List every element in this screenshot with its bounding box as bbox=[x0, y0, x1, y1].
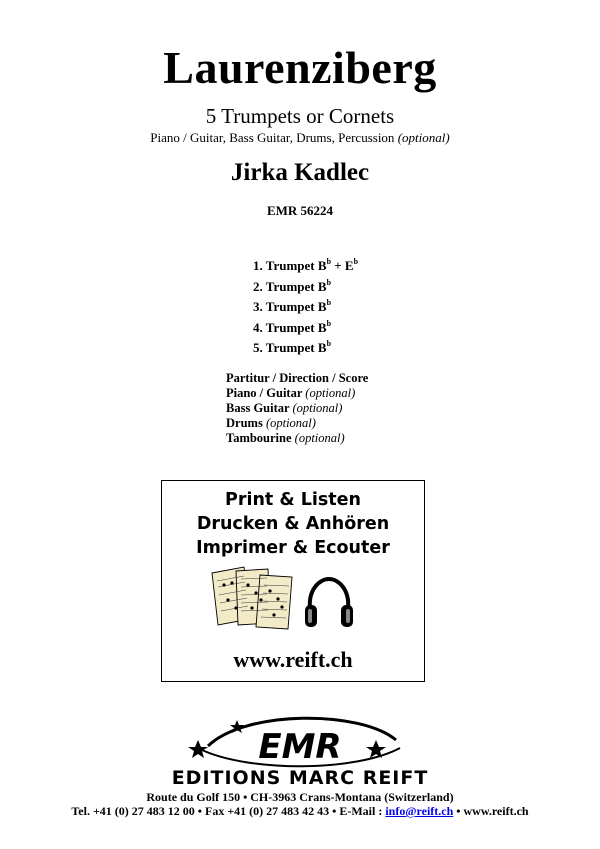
part-item: 4. Trumpet $B^b$ bbox=[253, 318, 332, 335]
svg-text:EDITIONS MARC REIFT: EDITIONS MARC REIFT bbox=[171, 767, 429, 789]
extra-item: Partitur / Direction / Score bbox=[226, 371, 369, 385]
part-item: 2. Trumpet $B^b$ bbox=[253, 277, 332, 294]
score-title: Laurenziberg bbox=[163, 42, 437, 93]
emr-logo bbox=[150, 714, 450, 789]
part-item: 1. Trumpet $B^b + E^b$ bbox=[253, 257, 359, 273]
part-item: 3. Trumpet $B^b$ bbox=[253, 298, 332, 314]
extra-item: Piano / Guitar (optional) bbox=[226, 386, 356, 400]
publisher-address: Route du Golf 150 • CH-3963 Crans-Montana (Switzerland) bbox=[146, 790, 454, 804]
instrumentation: Piano / Guitar, Bass Guitar, Drums, Percussion (optional) bbox=[150, 130, 450, 145]
print-listen-box bbox=[161, 480, 425, 682]
promo-line-english: Print & Listen bbox=[225, 490, 361, 510]
promo-url-link[interactable]: www.reift.ch bbox=[233, 647, 353, 672]
catalog-number: EMR 56224 bbox=[266, 203, 334, 218]
promo-line-french: Imprimer & Ecouter bbox=[196, 538, 390, 558]
part-item: 5. Trumpet $B^b$ bbox=[253, 339, 332, 355]
publisher-contact: Tel. +41 (0) 27 483 12 00 • Fax +41 (0) 27 483 42 43 • E-Mail : info@reift.ch • www.reift.ch bbox=[71, 804, 529, 818]
headphones-icon bbox=[302, 575, 356, 633]
extra-item: Tambourine (optional) bbox=[226, 431, 345, 445]
extra-item: Drums (optional) bbox=[226, 416, 316, 430]
svg-text:EMR: EMR bbox=[258, 727, 342, 767]
subtitle: 5 Trumpets or Cornets bbox=[205, 104, 395, 128]
parts-list bbox=[253, 252, 358, 355]
extras-list bbox=[226, 371, 368, 446]
composer-name: Jirka Kadlec bbox=[230, 159, 370, 186]
email-link[interactable]: info@reift.ch bbox=[385, 804, 454, 818]
promo-line-german: Drucken & Anhören bbox=[196, 514, 390, 534]
extra-item: Bass Guitar (optional) bbox=[226, 401, 343, 415]
sheet-music-icon bbox=[208, 563, 298, 633]
